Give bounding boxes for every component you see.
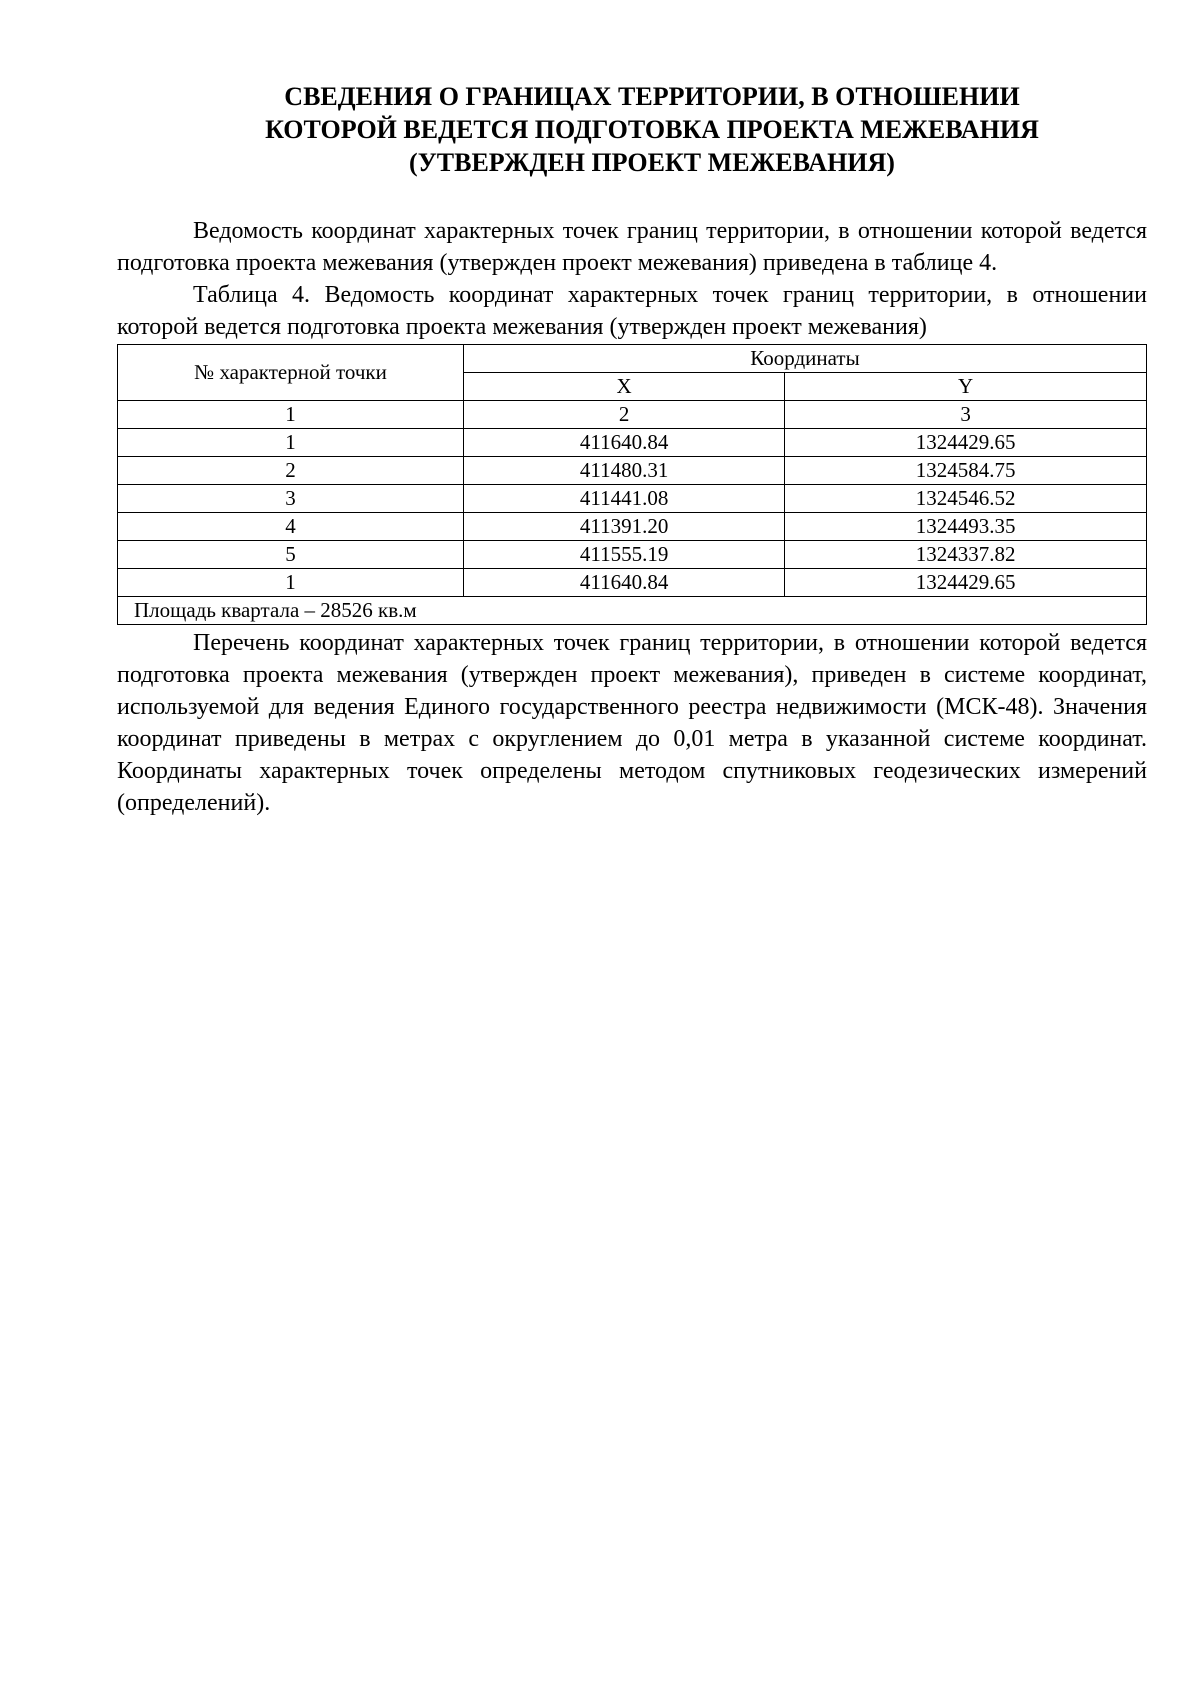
row-x: 411640.84	[464, 429, 785, 457]
row-y: 1324337.82	[785, 541, 1147, 569]
title-line-2: КОТОРОЙ ВЕДЕТСЯ ПОДГОТОВКА ПРОЕКТА МЕЖЕВАНИЯ	[265, 115, 1039, 144]
header-y: Y	[785, 373, 1147, 401]
row-x: 411391.20	[464, 513, 785, 541]
row-point: 2	[118, 457, 464, 485]
table-row	[118, 541, 1147, 569]
column-number-1: 1	[118, 401, 464, 429]
table-caption: Таблица 4. Ведомость координат характерных точек границ территории, в отношении которой ведется подготовка проекта межевания (утвержден проект межевания)	[117, 282, 1147, 340]
header-point-number: № характерной точки	[118, 345, 464, 401]
row-point: 1	[118, 569, 464, 597]
row-point: 1	[118, 429, 464, 457]
table-row	[118, 513, 1147, 541]
row-point: 3	[118, 485, 464, 513]
header-x: X	[464, 373, 785, 401]
title-line-3: (УТВЕРЖДЕН ПРОЕКТ МЕЖЕВАНИЯ)	[409, 148, 895, 177]
row-y: 1324546.52	[785, 485, 1147, 513]
row-y: 1324429.65	[785, 569, 1147, 597]
column-number-2: 2	[464, 401, 785, 429]
intro-paragraph: Ведомость координат характерных точек границ территории, в отношении которой ведется подготовка проекта межевания (утвержден проект межевания) приведена в таблице 4.	[117, 218, 1147, 276]
row-x: 411480.31	[464, 457, 785, 485]
table-row	[118, 429, 1147, 457]
table-row	[118, 457, 1147, 485]
header-coordinates: Координаты	[464, 345, 1147, 373]
table-header-row	[118, 345, 1147, 373]
row-x: 411555.19	[464, 541, 785, 569]
row-x: 411640.84	[464, 569, 785, 597]
title-line-1: СВЕДЕНИЯ О ГРАНИЦАХ ТЕРРИТОРИИ, В ОТНОШЕНИИ	[284, 82, 1020, 111]
table-row	[118, 485, 1147, 513]
document-title	[117, 80, 1147, 179]
row-point: 4	[118, 513, 464, 541]
column-number-3: 3	[785, 401, 1147, 429]
area-note: Площадь квартала – 28526 кв.м	[118, 597, 1147, 625]
coordinates-table	[117, 344, 1147, 625]
area-row	[118, 597, 1147, 625]
row-y: 1324584.75	[785, 457, 1147, 485]
row-y: 1324493.35	[785, 513, 1147, 541]
document-page	[117, 80, 1147, 819]
table-row	[118, 569, 1147, 597]
column-number-row	[118, 401, 1147, 429]
closing-paragraph: Перечень координат характерных точек границ территории, в отношении которой ведется подготовка проекта межевания (утвержден проект межевания), приведен в системе координат, используемой для ведения Единого государственного реестра недвижимости (МСК-48). Значения координат приведены в метрах с округлением до 0,01 метра в указанной системе координат. Координаты характерных точек определены методом спутниковых геодезических измерений (определений).	[117, 630, 1147, 816]
row-y: 1324429.65	[785, 429, 1147, 457]
row-point: 5	[118, 541, 464, 569]
row-x: 411441.08	[464, 485, 785, 513]
